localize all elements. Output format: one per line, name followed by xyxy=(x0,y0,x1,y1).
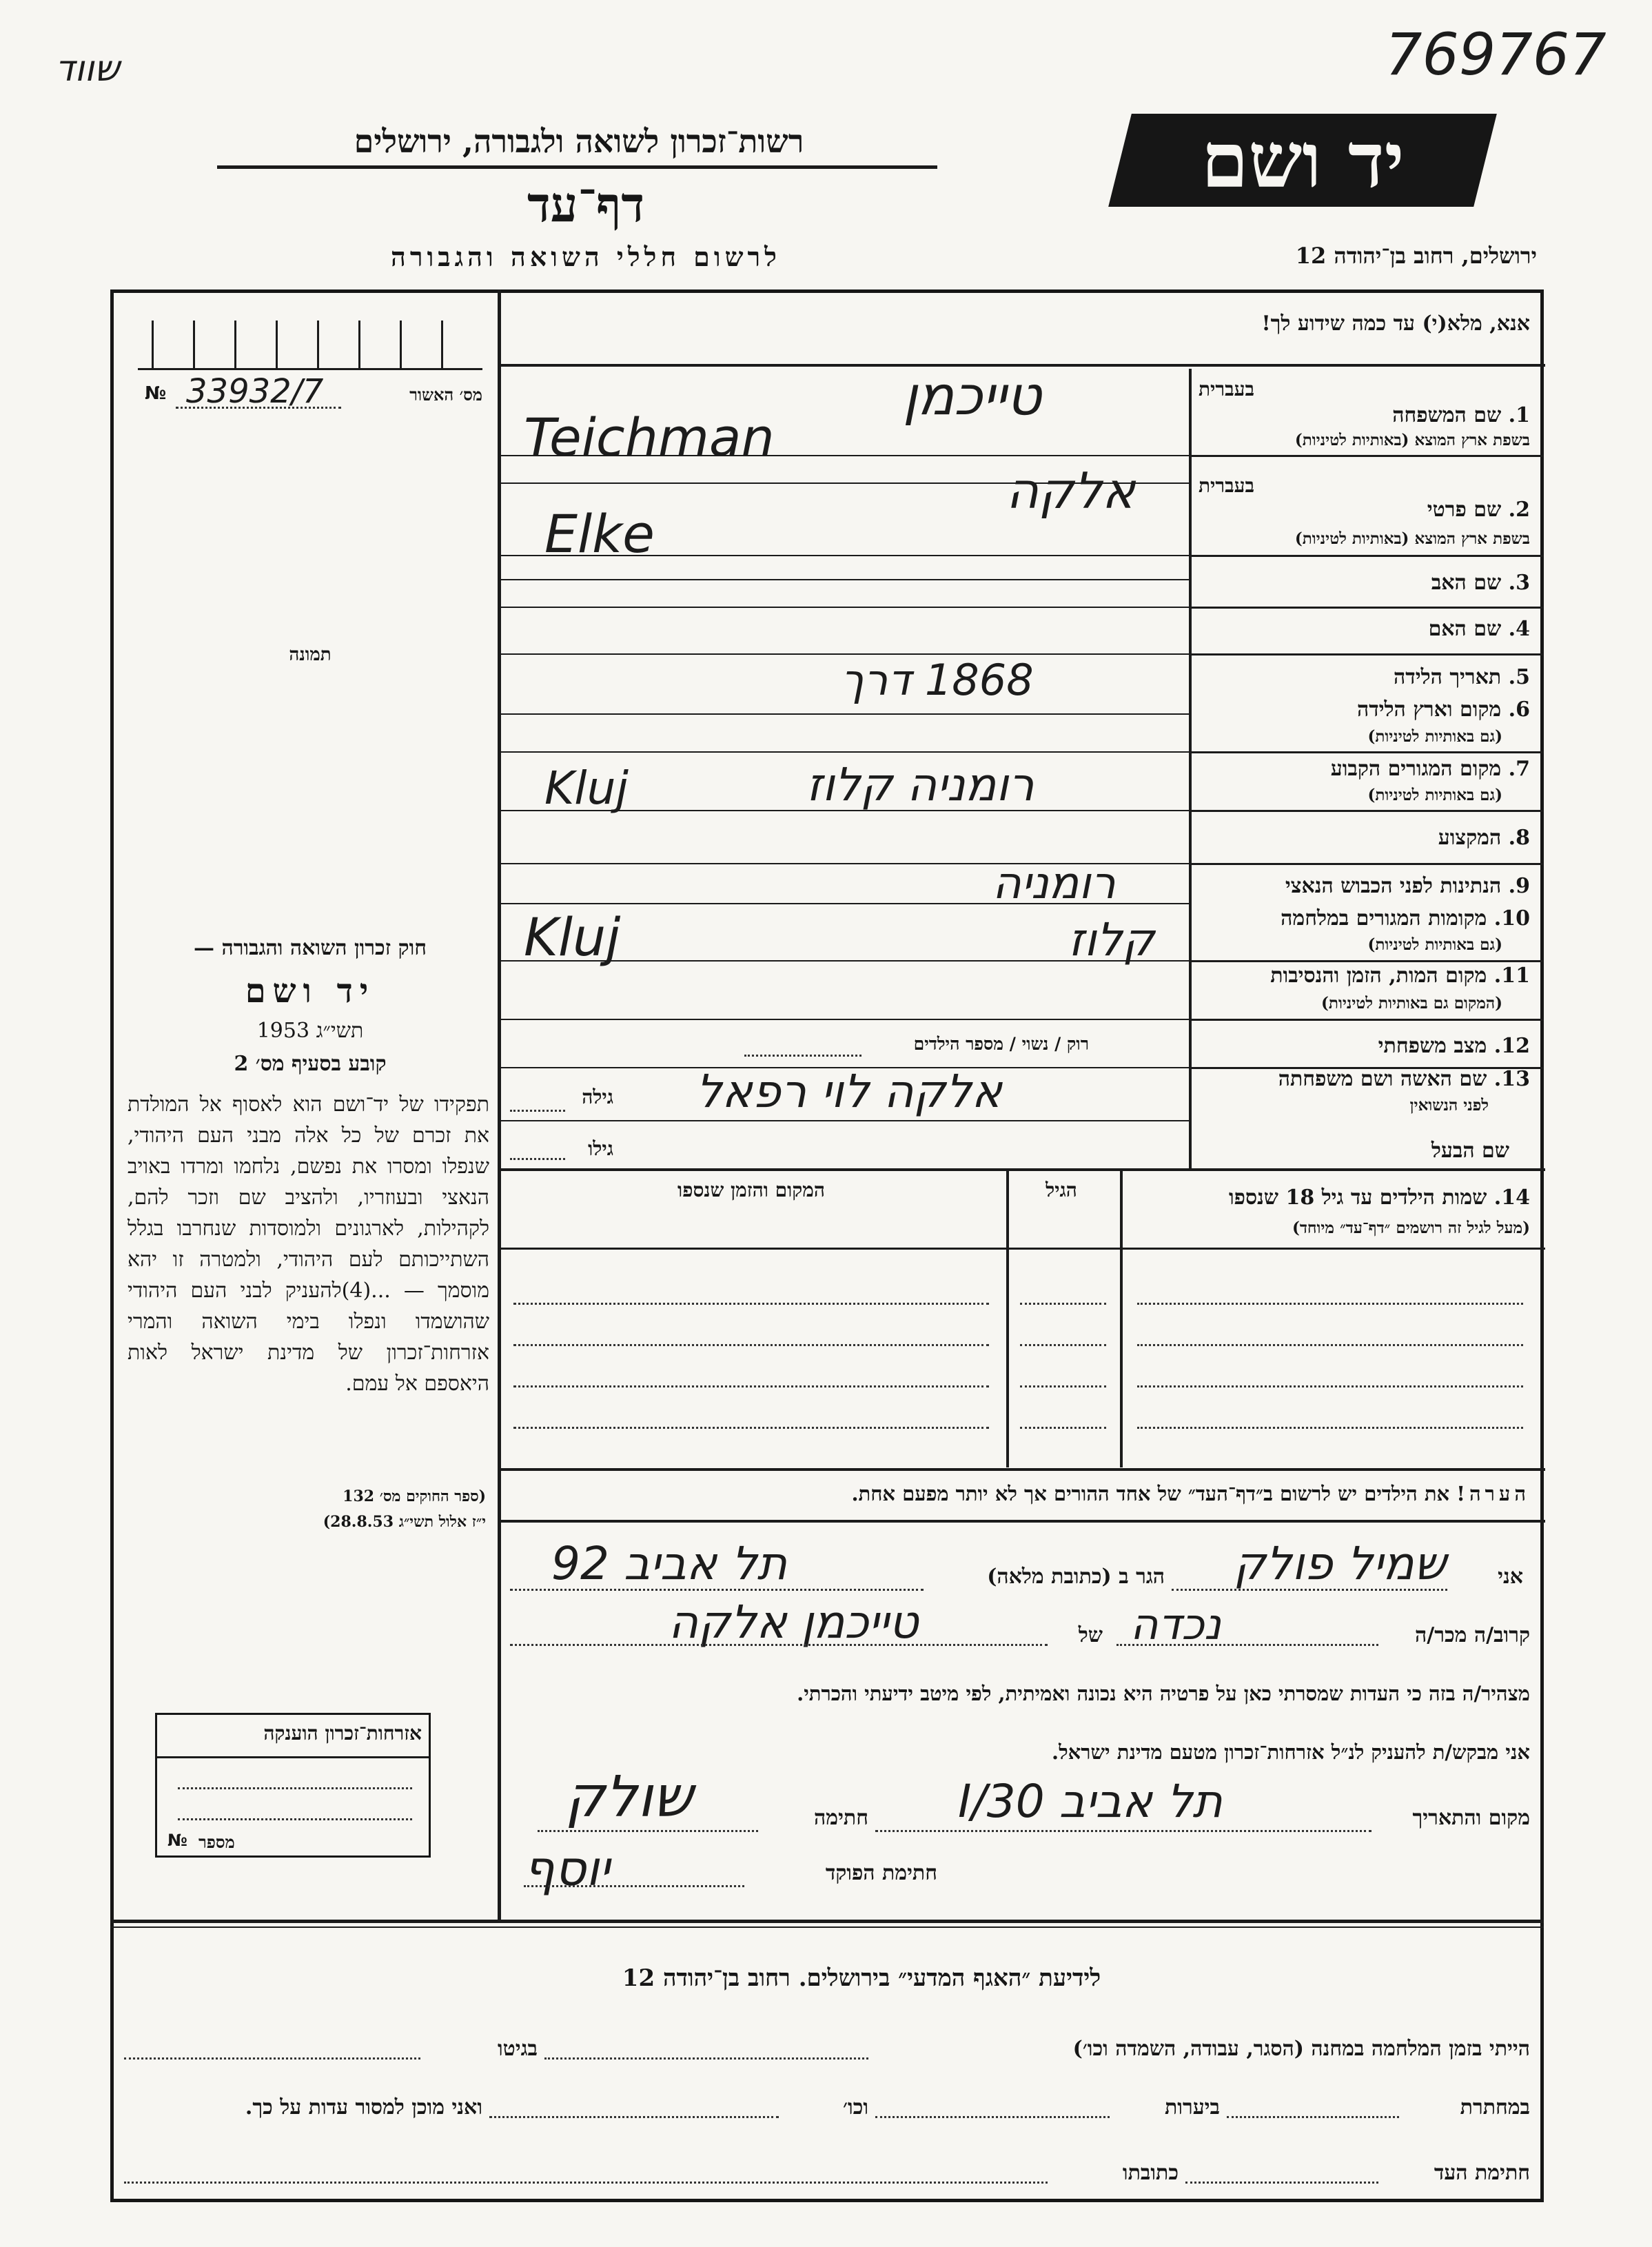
field-2-label: 2. שם פרטי xyxy=(1427,498,1530,522)
footer-line1a: הייתי בזמן המלחמה במחנה (הסגר, עבודה, השמדה וכו׳) xyxy=(1072,2037,1530,2061)
surname-latin: Teichman xyxy=(524,407,775,468)
official-signature: יוסף xyxy=(524,1840,610,1897)
field-1-latin-note: בשפת ארץ המוצא (באותיות לטיניות) xyxy=(1294,431,1530,449)
field-5-label: 5. תאריך הלידה xyxy=(1394,665,1530,689)
footer-line2b: ביערות xyxy=(1164,2095,1220,2119)
field-6-label: 6. מקום וארץ הלידה xyxy=(1356,698,1530,722)
form-title: דף־עד xyxy=(527,176,644,233)
handwritten-record-number: 769767 xyxy=(1385,21,1607,88)
surname-hebrew: טייכמן xyxy=(903,365,1041,427)
given-name-hebrew: אלקה xyxy=(1006,462,1136,520)
field-10-note: (גם באותיות לטיניות) xyxy=(1367,935,1502,954)
before-marriage-note: לפני הנשואין xyxy=(1409,1096,1489,1115)
field-4-label: 4. שם האם xyxy=(1428,617,1530,641)
field-1-label: 1. שם המשפחה xyxy=(1392,403,1530,427)
children-note: (מעל לגיל זה רושמים ״דף־עד״ מיוחד) xyxy=(1292,1219,1530,1237)
relation: נכדה xyxy=(1130,1599,1221,1649)
declare-text: מצהיר/ה בזה כי העדות שמסרתי כאן על פרטיה היא נכונה ואמיתית, לפי מיטב ידיעתי והכרתי. xyxy=(797,1682,1530,1705)
spouse-name: אלקה לוי רפאל xyxy=(696,1065,1002,1118)
remark-text: את הילדים יש לרשום ב״דף־העד״ של אחד ההורים אך לא יותר מפעם אחת. xyxy=(851,1482,1450,1505)
footer-line2a: במחתרת xyxy=(1460,2095,1530,2119)
no-label-2: № xyxy=(167,1831,187,1850)
form-subtitle: לרשום חללי השואה והגבורה xyxy=(391,241,781,272)
of-label: של xyxy=(1078,1623,1103,1647)
logo-text: יד ושם xyxy=(1201,115,1405,205)
signature-label: חתימה xyxy=(814,1806,868,1830)
field-9-label: 9. הנתינות לפני הכבוש הנאצי xyxy=(1285,874,1530,898)
footer-line2c: וכו׳ xyxy=(843,2095,868,2119)
law-reference-2: י״ז אלול תשי״ג 28.8.53) xyxy=(323,1513,486,1531)
authority-underline xyxy=(217,165,937,169)
footer-title: לידיעת ״האגף המדעי״ בירושלים. רחוב בן־יהודה 12 xyxy=(622,1964,1101,1992)
field-3-label: 3. שם האב xyxy=(1431,571,1530,595)
place-date-label: מקום והתאריך xyxy=(1412,1806,1530,1830)
field-7-note: (גם באותיות לטיניות) xyxy=(1367,786,1502,804)
no-label: № xyxy=(145,383,167,404)
marital-options: רוק / נשוי / מספר הילדים xyxy=(913,1034,1089,1054)
citizenship-box xyxy=(155,1713,431,1858)
field-10-label: 10. מקומות המגורים במלחמה xyxy=(1281,906,1530,931)
birthplace-hebrew: רומניה קלוז xyxy=(806,758,1034,811)
law-text: תפקידו של יד־ושם הוא לאסוף אל המולדת את זכרם של כל אלה מבני העם היהודי, שנפלו ומסרו את נפשם, נלחמו ומרדו באויב הנאצי ובעוזריו, ולהציב שם וזכר להם, לקהילות, לארגונים ולמוסדות שנחרבו בגלל השתייכותם לעם היהודי, ולמטרה זו יהא מוסמך — ...(4)להעניק לבני העם היהודי שהושמדו ונפלו בימי השואה והמרי אזרחות־זכרון של מדינת ישראל לאות היאספם אל עמם. xyxy=(128,1092,490,1396)
remark xyxy=(510,1482,1530,1516)
birthplace-latin: Kluj xyxy=(544,762,629,815)
footer-line3a: חתימת העד xyxy=(1434,2161,1530,2185)
war-place-latin: Kluj xyxy=(524,906,621,968)
law-name: יד ושם xyxy=(245,972,376,1010)
field-11-note: (המקום גם באותיות לטיניות) xyxy=(1321,994,1502,1013)
submitter-name: שמיל פולק xyxy=(1234,1537,1447,1590)
citizenship-title: אזרחות־זכרון הוענקה xyxy=(263,1722,422,1745)
footer-line1b: בגיטו xyxy=(497,2037,538,2061)
number-label: מספר xyxy=(198,1832,235,1852)
approval-dots xyxy=(176,407,341,409)
field-6-note: (גם באותיות לטיניות) xyxy=(1367,727,1502,746)
children-label: 14. שמות הילדים עד גיל 18 שנספו xyxy=(1228,1186,1530,1210)
nationality: רומניה xyxy=(992,858,1116,909)
law-section: קובע בסעיף מס׳ 2 xyxy=(234,1052,387,1076)
husband-age-label: גילו xyxy=(588,1137,613,1160)
signature: שולק xyxy=(565,1765,693,1830)
field-8-label: 8. המקצוע xyxy=(1438,826,1530,850)
col-age: הגיל xyxy=(1046,1179,1077,1201)
col-place-time: המקום והזמן שנספו xyxy=(677,1179,825,1201)
header-address: ירושלים, רחוב בן־יהודה 12 xyxy=(1295,243,1537,269)
footer-separator xyxy=(110,1920,1544,1923)
husband-label: שם הבעל xyxy=(1431,1139,1509,1163)
i-label: אני xyxy=(1498,1565,1523,1589)
field-11-label: 11. מקום המות, הזמן והנסיבות xyxy=(1270,964,1530,988)
law-year: תשי״ג 1953 xyxy=(256,1019,364,1043)
relative-label: קרוב/ה מכר/ה xyxy=(1415,1623,1530,1647)
given-name-latin: Elke xyxy=(544,503,655,565)
handwritten-top-left: שווד xyxy=(55,48,120,90)
in-hebrew-2: בעברית xyxy=(1198,474,1254,497)
submitter-address: תל אביב 92 xyxy=(551,1537,788,1590)
resident-label: הגר ב (כתובת מלאה) xyxy=(987,1565,1165,1589)
request-text: אני מבקש/ת להעניק לנ״ל אזרחות־זכרון מטעם מדינת ישראל. xyxy=(1052,1740,1530,1764)
approval-number: 33932/7 xyxy=(186,372,324,411)
approval-box xyxy=(138,317,482,372)
law-title: חוק זכרון השואה והגבורה — xyxy=(194,936,427,960)
field-2-latin-note: בשפת ארץ המוצא (באותיות לטיניות) xyxy=(1294,529,1530,548)
official-signature-label: חתימת הפוקד xyxy=(825,1861,937,1885)
remark-label: הערה! xyxy=(1456,1482,1530,1505)
field-7-label: 7. מקום המגורים הקבוע xyxy=(1330,757,1530,781)
intro-text: אנא, מלא(י) עד כמה שידוע לך! xyxy=(1261,312,1530,336)
age-label: גילה xyxy=(582,1086,613,1108)
in-hebrew-1: בעברית xyxy=(1198,378,1254,400)
sidebar-separator xyxy=(498,289,501,1920)
law-reference-1: (ספר החוקים מס׳ 132 xyxy=(343,1487,486,1505)
place-date: תל אביב 30/I xyxy=(958,1775,1223,1828)
field-13-label: 13. שם האשה ושם משפחתה xyxy=(1278,1067,1530,1091)
authority-title: רשות־זכרון לשואה ולגבורה, ירושלים xyxy=(354,123,804,160)
footer-line3b: כתובתו xyxy=(1122,2161,1179,2185)
relative-of: טייכמן אלקה xyxy=(669,1596,919,1649)
field-12-label: 12. מצב משפחתי xyxy=(1378,1034,1530,1058)
photo-label: תמונה xyxy=(289,644,332,665)
footer-line2d: ואני מוכן למסור עדות על כך. xyxy=(245,2095,482,2119)
birth-date: 1868 דרך xyxy=(841,655,1034,705)
approval-label: מס׳ האשור xyxy=(409,385,482,405)
footer-separator-2 xyxy=(110,1926,1544,1928)
war-place-hebrew: קלוז xyxy=(1068,913,1155,966)
yad-vashem-logo xyxy=(1108,114,1497,207)
